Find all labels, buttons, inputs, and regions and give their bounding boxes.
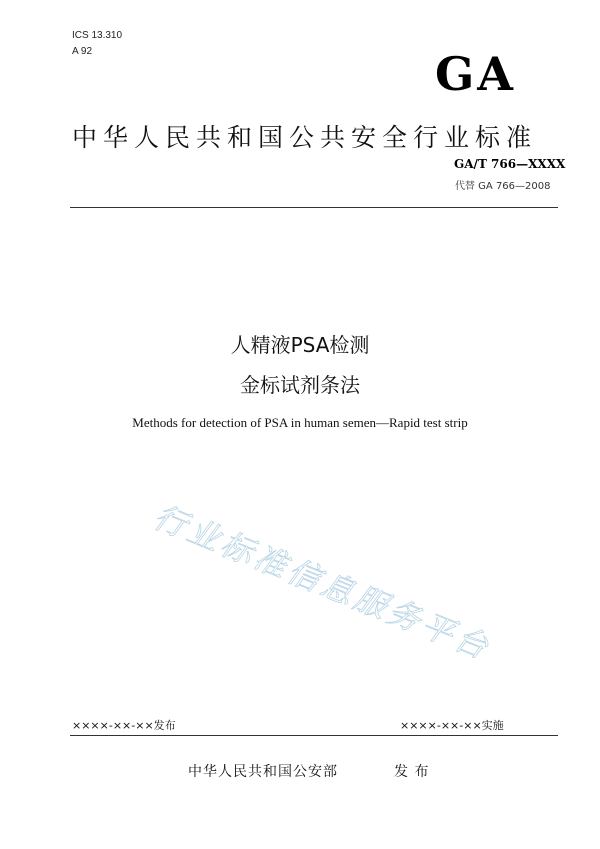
ccs-code: A 92 [72,46,93,57]
ics-code: ICS 13.310 [72,30,123,41]
footer-divider [70,735,558,736]
document-title-line-2: 金标试剂条法 [240,373,360,397]
issuing-authority: 中华人民共和国公安部 [188,764,338,780]
document-title-line-1: 人精液PSA检测 [230,333,370,357]
replaces-note: 代替 GA 766—2008 [455,181,551,192]
implementation-date: ××××-××-××实施 [400,719,504,732]
header-divider [70,207,558,208]
issue-date: ××××-××-××发布 [72,719,176,732]
standard-number: GA/T 766—XXXX [454,157,566,171]
watermark-text: 行业标准信息服务平台 [148,497,497,668]
standard-type-title: 中华人民共和国公共安全行业标准 [72,123,538,152]
ga-logo: GA [435,47,516,101]
english-title: Methods for detection of PSA in human semen—Rapid test strip [132,415,468,430]
issue-label: 发 布 [394,764,430,780]
